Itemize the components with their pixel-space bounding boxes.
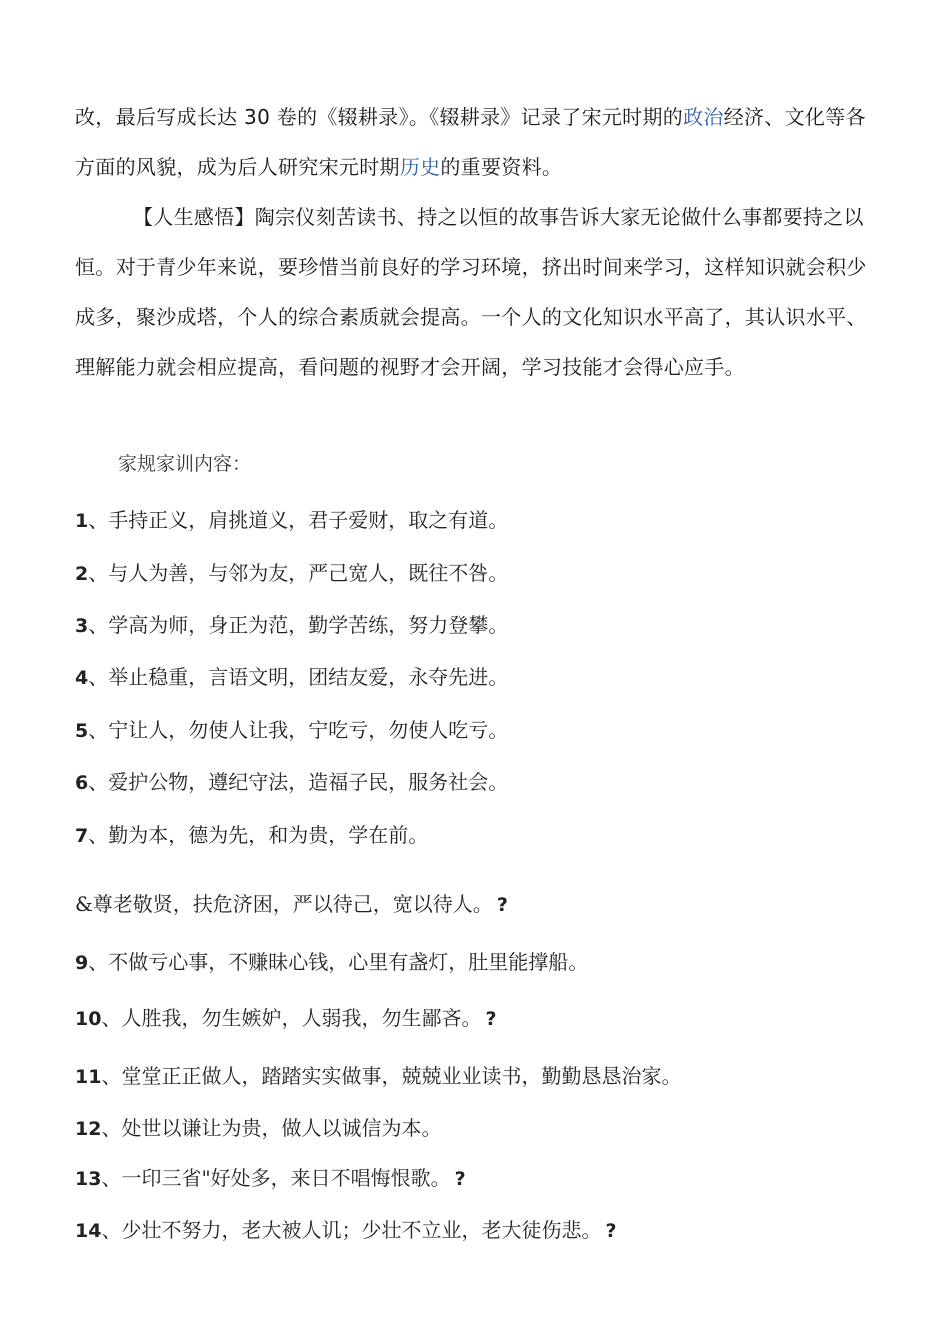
rule-item [75, 659, 508, 695]
rule-item [75, 607, 508, 643]
life-insight-paragraph: 【人生感悟】陶宗仪刻苦读书、持之以恒的故事告诉大家无论做什么事都要持之以恒。对于青少年来说，要珍惜当前良好的学习环境，挤出时间来学习，这样知识就会积少成多，聚沙成塔，个人的综合素质就会提高。一个人的文化知识水平高了，其认识水平、理解能力就会相应提高，看问题的视野才会开阔，学习技能才会得心应手。 [75, 205, 867, 379]
rule-text: 、手持正义，肩挑道义，君子爱财，取之有道。 [88, 508, 509, 532]
rule-text: 、堂堂正正做人，踏踏实实做事，兢兢业业读书，勤勤恳恳治家。 [101, 1064, 682, 1088]
question-mark: ? [485, 1008, 497, 1030]
rule-item [75, 764, 508, 800]
link-history[interactable]: 历史 [399, 155, 441, 179]
rule-item [75, 886, 508, 922]
rule-text: 、不做亏心事，不赚昧心钱，心里有盏灯，肚里能撑船。 [88, 950, 589, 974]
rule-text: 、举止稳重，言语文明，团结友爱，永夺先进。 [88, 665, 509, 689]
rule-text: 、处世以谦让为贵，做人以诚信为本。 [101, 1116, 442, 1140]
rule-text: 、一印三省"好处多，来日不唱悔恨歌。 [101, 1166, 451, 1190]
rule-item [75, 1058, 681, 1094]
story-paragraph-ending [75, 92, 875, 192]
rule-item [75, 502, 508, 538]
rule-number: 11 [75, 1066, 102, 1088]
rule-number: 6 [75, 772, 89, 794]
rule-number: 1 [75, 510, 89, 532]
rule-item [75, 944, 588, 980]
rules-heading: 家规家训内容： [118, 453, 252, 475]
question-mark: ? [605, 1220, 617, 1242]
story-text: 经济、文化等各方面的风貌，成为后人研究宋元时期 [75, 105, 866, 179]
rule-number: 3 [75, 615, 89, 637]
rule-number: 2 [75, 563, 89, 585]
rule-number: 14 [75, 1220, 102, 1242]
rule-text: 、少壮不努力，老大被人讥；少壮不立业，老大徒伤悲。 [101, 1218, 602, 1242]
rule-item [75, 1000, 496, 1036]
rule-number: 4 [75, 667, 89, 689]
rule-text: 、宁让人，勿使人让我，宁吃亏，勿使人吃亏。 [88, 718, 509, 742]
question-mark: ? [496, 894, 508, 916]
rule-item [75, 817, 428, 853]
rule-item [75, 1110, 441, 1146]
rule-text: 、爱护公物，遵纪守法，造福子民，服务社会。 [88, 770, 509, 794]
rule-text: 、人胜我，勿生嫉妒，人弱我，勿生鄙吝。 [101, 1006, 482, 1030]
rule-number: 9 [75, 952, 89, 974]
rule-number: 13 [75, 1168, 102, 1190]
rule-item [75, 1212, 616, 1248]
rule-text: &尊老敬贤，扶危济困，严以待己，宽以待人。 [75, 892, 493, 916]
rule-number: 10 [75, 1008, 102, 1030]
rule-number: 12 [75, 1118, 102, 1140]
link-politics[interactable]: 政治 [683, 105, 724, 129]
rule-text: 、学高为师，身正为范，勤学苦练，努力登攀。 [88, 613, 509, 637]
story-text: 改，最后写成长达 30 卷的《辍耕录》。《辍耕录》记录了宋元时期的 [75, 105, 684, 129]
rule-item [75, 1160, 466, 1196]
rule-number: 7 [75, 825, 89, 847]
rule-item [75, 555, 508, 591]
rule-item [75, 712, 508, 748]
rule-number: 5 [75, 720, 89, 742]
question-mark: ? [454, 1168, 466, 1190]
rule-text: 、与人为善，与邻为友，严己宽人，既往不咎。 [88, 561, 509, 585]
story-text: 的重要资料。 [440, 155, 563, 179]
rule-text: 、勤为本，德为先，和为贵，学在前。 [88, 823, 429, 847]
